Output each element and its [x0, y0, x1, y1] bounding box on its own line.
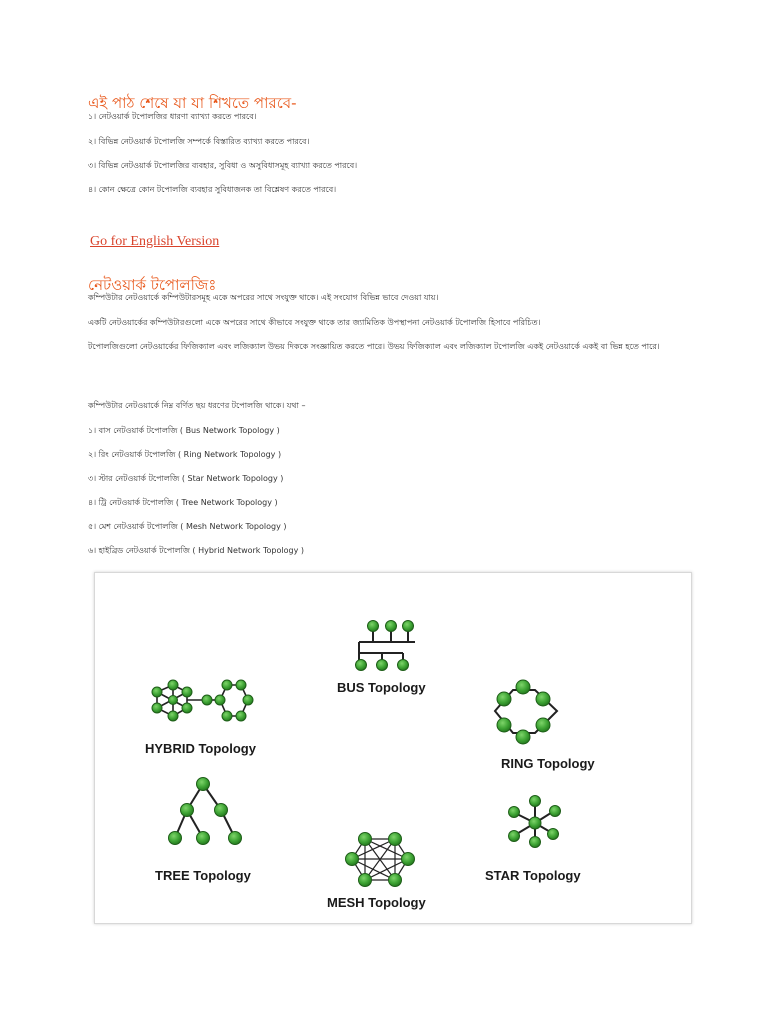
objective-item: ২। বিভিন্ন নেটওয়ার্ক টপোলজি সম্পর্কে বিস্তারিত ব্যাখ্যা করতে পারবে।: [88, 137, 310, 146]
mesh-topology-icon: [352, 839, 408, 880]
topology-paragraph: একটি নেটওয়ার্কের কম্পিউটারগুলো একে অপরের সাথে কীভাবে সংযুক্ত থাকে তার জ্যামিতিক উপস্থাপনা নেটওয়ার্ক টপোলজি হিসাবে পরিচিত।: [88, 318, 541, 327]
topology-list-item: ৪। ট্রি নেটওয়ার্ক টপোলজি ( Tree Network Topology ): [88, 498, 278, 507]
bus-topology-label: BUS Topology: [337, 680, 426, 695]
topology-list-item: ৬। হাইব্রিড নেটওয়ার্ক টপোলজি ( Hybrid Network Topology ): [88, 546, 304, 555]
star-topology-label: STAR Topology: [485, 868, 581, 883]
ring-topology-label: RING Topology: [501, 756, 595, 771]
english-version-link[interactable]: Go for English Version: [90, 234, 220, 249]
topology-list-item: ২। রিং নেটওয়ার্ক টপোলজি ( Ring Network Topology ): [88, 450, 282, 459]
topology-diagram-figure: [94, 572, 692, 924]
objective-item: ৪। কোন ক্ষেত্রে কোন টপোলজি ব্যবহার সুবিধাজনক তা বিশ্লেষণ করতে পারবে।: [88, 185, 337, 194]
topology-paragraph: টপোলজিগুলো নেটওয়ার্কের ফিজিক্যাল এবং লজিক্যাল উভয় দিককে সংজ্ঞায়িত করতে পারে। উভয় ফিজিক্যাল এবং লজিক্যাল টপোলজি একই নেটওয়ার্কে একই বা ভিন্ন হতে পারে।: [88, 342, 660, 351]
hybrid-topology-label: HYBRID Topology: [145, 741, 256, 756]
topology-intro: কম্পিউটার নেটওয়ার্কে নিম্ন বর্ণিত ছয় ধরণের টপোলজি থাকে। যথা –: [88, 401, 306, 410]
tree-topology-label: TREE Topology: [155, 868, 251, 883]
topology-list-item: ৩। স্টার নেটওয়ার্ক টপোলজি ( Star Network Topology ): [88, 474, 284, 483]
objective-item: ১। নেটওয়ার্ক টপোলজির ধারণা ব্যাখ্যা করতে পারবে।: [88, 112, 257, 121]
objectives-heading: এই পাঠ শেষে যা যা শিখতে পারবে-: [88, 94, 297, 112]
topology-list-item: ১। বাস নেটওয়ার্ক টপোলজি ( Bus Network Topology ): [88, 426, 280, 435]
topology-heading: নেটওয়ার্ক টপোলজিঃ: [88, 276, 217, 294]
mesh-topology-label: MESH Topology: [327, 895, 426, 910]
topology-paragraph: কম্পিউটার নেটওয়ার্কে কম্পিউটারসমূহ একে অপরের সাথে সংযুক্ত থাকে। এই সংযোগ বিভিন্ন ভাবে দেওয়া যায়।: [88, 293, 439, 302]
topology-list-item: ৫। মেশ নেটওয়ার্ক টপোলজি ( Mesh Network Topology ): [88, 522, 287, 531]
objective-item: ৩। বিভিন্ন নেটওয়ার্ক টপোলজির ব্যবহার, সুবিধা ও অসুবিধাসমূহ ব্যাখ্যা করতে পারবে।: [88, 161, 358, 170]
